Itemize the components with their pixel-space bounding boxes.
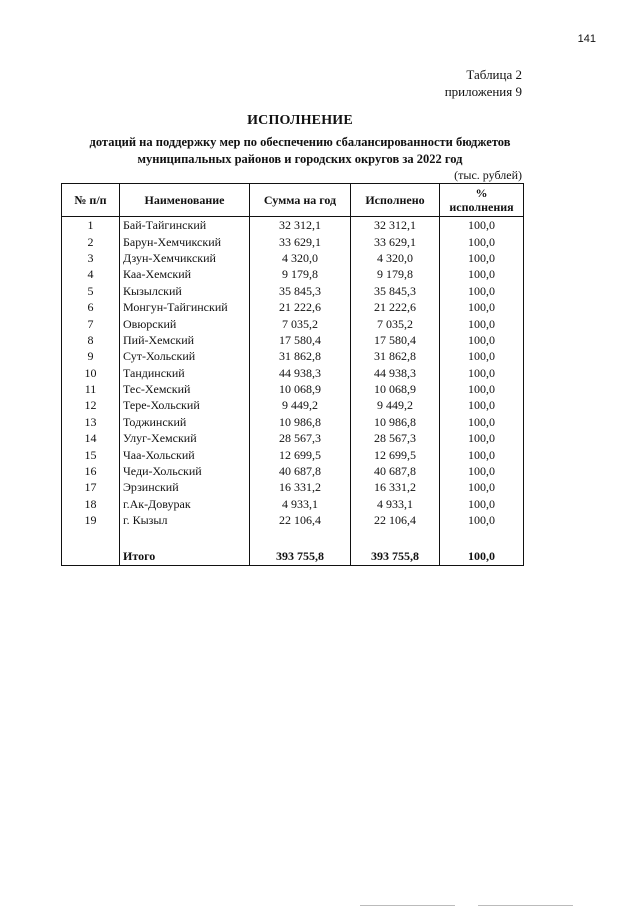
row-done: 21 222,6 (351, 299, 440, 315)
subtitle-line-2: муниципальных районов и городских округов за 2022 год (137, 152, 463, 166)
table-row (62, 446, 524, 462)
table-row (62, 496, 524, 512)
total-num-cell (62, 547, 120, 566)
total-label: Итого (120, 547, 250, 566)
row-number: 3 (62, 250, 120, 266)
table-row (62, 299, 524, 315)
spacer-cell (440, 528, 524, 547)
row-percent: 100,0 (440, 512, 524, 528)
table-row (62, 348, 524, 364)
table-row (62, 233, 524, 249)
row-percent: 100,0 (440, 332, 524, 348)
row-done: 22 106,4 (351, 512, 440, 528)
row-name: Тоджинский (120, 414, 250, 430)
row-number: 9 (62, 348, 120, 364)
row-percent: 100,0 (440, 266, 524, 282)
row-name: Каа-Хемский (120, 266, 250, 282)
row-percent: 100,0 (440, 283, 524, 299)
row-number: 18 (62, 496, 120, 512)
table-row (62, 414, 524, 430)
row-plan: 31 862,8 (250, 348, 351, 364)
spacer-cell (250, 528, 351, 547)
row-percent: 100,0 (440, 233, 524, 249)
row-number: 15 (62, 446, 120, 462)
row-number: 7 (62, 315, 120, 331)
table-row (62, 365, 524, 381)
header-percent (440, 184, 524, 217)
row-plan: 4 933,1 (250, 496, 351, 512)
row-percent: 100,0 (440, 479, 524, 495)
row-number: 16 (62, 463, 120, 479)
row-plan: 28 567,3 (250, 430, 351, 446)
table-header-row (62, 184, 524, 217)
table-body (62, 217, 524, 566)
row-percent: 100,0 (440, 414, 524, 430)
row-name: Чаа-Хольский (120, 446, 250, 462)
row-percent: 100,0 (440, 348, 524, 364)
row-name: Дзун-Хемчикский (120, 250, 250, 266)
row-plan: 22 106,4 (250, 512, 351, 528)
table-row (62, 430, 524, 446)
row-plan: 10 068,9 (250, 381, 351, 397)
row-done: 44 938,3 (351, 365, 440, 381)
row-plan: 44 938,3 (250, 365, 351, 381)
row-percent: 100,0 (440, 496, 524, 512)
row-name: Овюрский (120, 315, 250, 331)
row-plan: 33 629,1 (250, 233, 351, 249)
table-row (62, 381, 524, 397)
table-row (62, 397, 524, 413)
execution-table (61, 183, 524, 566)
row-plan: 17 580,4 (250, 332, 351, 348)
units-note: (тыс. рублей) (454, 168, 522, 182)
row-percent: 100,0 (440, 446, 524, 462)
row-number: 17 (62, 479, 120, 495)
row-plan: 16 331,2 (250, 479, 351, 495)
row-plan: 40 687,8 (250, 463, 351, 479)
total-done: 393 755,8 (351, 547, 440, 566)
table-row (62, 283, 524, 299)
row-done: 32 312,1 (351, 217, 440, 234)
total-plan: 393 755,8 (250, 547, 351, 566)
header-num: № п/п (62, 184, 120, 217)
row-plan: 9 449,2 (250, 397, 351, 413)
row-number: 2 (62, 233, 120, 249)
row-name: Тере-Хольский (120, 397, 250, 413)
row-plan: 4 320,0 (250, 250, 351, 266)
table-row (62, 266, 524, 282)
spacer-cell (351, 528, 440, 547)
table-spacer-row (62, 528, 524, 547)
row-percent: 100,0 (440, 299, 524, 315)
row-number: 11 (62, 381, 120, 397)
row-name: Эрзинский (120, 479, 250, 495)
row-number: 13 (62, 414, 120, 430)
row-done: 12 699,5 (351, 446, 440, 462)
row-number: 8 (62, 332, 120, 348)
row-percent: 100,0 (440, 315, 524, 331)
row-number: 6 (62, 299, 120, 315)
row-number: 14 (62, 430, 120, 446)
header-plan: Сумма на год (250, 184, 351, 217)
table-row (62, 512, 524, 528)
footer-divider-right (478, 905, 573, 906)
spacer-cell (62, 528, 120, 547)
subtitle-line-1: дотаций на поддержку мер по обеспечению сбалансированности бюджетов (89, 135, 511, 149)
table-row (62, 479, 524, 495)
header-percent-symbol: % (475, 186, 488, 200)
row-done: 33 629,1 (351, 233, 440, 249)
row-name: г. Кызыл (120, 512, 250, 528)
row-name: Чеди-Хольский (120, 463, 250, 479)
row-plan: 32 312,1 (250, 217, 351, 234)
table-annex-reference (445, 66, 522, 100)
spacer-cell (120, 528, 250, 547)
row-number: 19 (62, 512, 120, 528)
row-done: 4 933,1 (351, 496, 440, 512)
row-percent: 100,0 (440, 397, 524, 413)
row-done: 31 862,8 (351, 348, 440, 364)
table-row (62, 463, 524, 479)
table-row (62, 250, 524, 266)
row-percent: 100,0 (440, 430, 524, 446)
row-number: 1 (62, 217, 120, 234)
header-name: Наименование (120, 184, 250, 217)
row-name: Улуг-Хемский (120, 430, 250, 446)
table-row (62, 332, 524, 348)
row-percent: 100,0 (440, 217, 524, 234)
total-percent: 100,0 (440, 547, 524, 566)
row-plan: 21 222,6 (250, 299, 351, 315)
page-number: 141 (577, 33, 596, 45)
row-done: 16 331,2 (351, 479, 440, 495)
table-row (62, 315, 524, 331)
row-percent: 100,0 (440, 365, 524, 381)
row-percent: 100,0 (440, 463, 524, 479)
row-done: 10 986,8 (351, 414, 440, 430)
annex-table-label: Таблица 2 (466, 67, 522, 82)
annex-appendix-label: приложения 9 (444, 84, 522, 99)
row-done: 10 068,9 (351, 381, 440, 397)
header-done: Исполнено (351, 184, 440, 217)
row-name: Монгун-Тайгинский (120, 299, 250, 315)
row-plan: 35 845,3 (250, 283, 351, 299)
table-total-row (62, 547, 524, 566)
row-percent: 100,0 (440, 250, 524, 266)
footer-divider-left (360, 905, 455, 906)
row-number: 10 (62, 365, 120, 381)
row-plan: 9 179,8 (250, 266, 351, 282)
row-percent: 100,0 (440, 381, 524, 397)
row-name: Тандинский (120, 365, 250, 381)
row-plan: 12 699,5 (250, 446, 351, 462)
document-subtitle (70, 134, 530, 168)
row-number: 4 (62, 266, 120, 282)
row-done: 28 567,3 (351, 430, 440, 446)
row-plan: 7 035,2 (250, 315, 351, 331)
row-name: Кызылский (120, 283, 250, 299)
row-name: Барун-Хемчикский (120, 233, 250, 249)
row-name: Тес-Хемский (120, 381, 250, 397)
row-number: 5 (62, 283, 120, 299)
row-name: Бай-Тайгинский (120, 217, 250, 234)
row-done: 40 687,8 (351, 463, 440, 479)
row-done: 9 179,8 (351, 266, 440, 282)
row-name: Пий-Хемский (120, 332, 250, 348)
row-plan: 10 986,8 (250, 414, 351, 430)
row-name: Сут-Хольский (120, 348, 250, 364)
document-title: ИСПОЛНЕНИЕ (247, 113, 353, 128)
row-done: 35 845,3 (351, 283, 440, 299)
row-name: г.Ак-Довурак (120, 496, 250, 512)
row-done: 7 035,2 (351, 315, 440, 331)
row-done: 4 320,0 (351, 250, 440, 266)
header-percent-label: исполнения (449, 200, 514, 214)
row-number: 12 (62, 397, 120, 413)
row-done: 17 580,4 (351, 332, 440, 348)
row-done: 9 449,2 (351, 397, 440, 413)
table-row (62, 217, 524, 234)
